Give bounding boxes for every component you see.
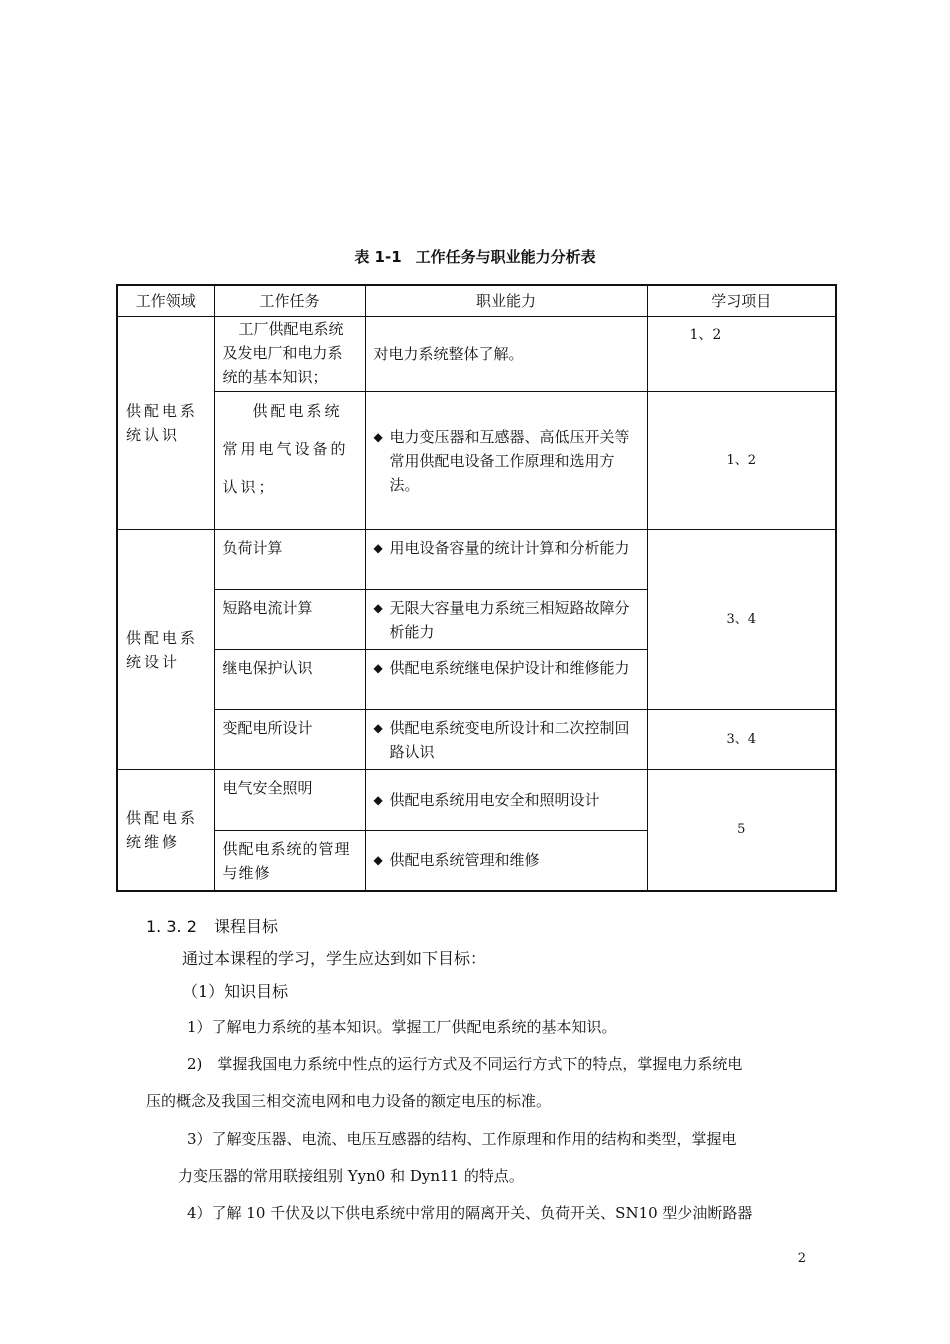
- bullet-icon: ◆: [373, 601, 383, 615]
- header-task: 工作任务: [214, 285, 365, 317]
- knowledge-item-3-line1: 3）了解变压器、电流、电压互感器的结构、工作原理和作用的结构和类型，掌握电: [187, 1130, 737, 1148]
- ability-cell: [365, 590, 647, 650]
- bullet-icon: ◆: [373, 429, 383, 444]
- project-cell: 5: [647, 770, 836, 891]
- task-cell: 工厂供配电系统及发电厂和电力系统的基本知识；: [214, 317, 365, 392]
- ability-cell: [365, 392, 647, 530]
- knowledge-item-2-line1: 2) 掌握我国电力系统中性点的运行方式及不同运行方式下的特点，掌握电力系统电: [187, 1055, 743, 1073]
- ability-text: 供配电系统用电安全和照明设计: [389, 791, 600, 809]
- ability-text: 电力变压器和互感器、高低压开关等常用供配电设备工作原理和选用方法。: [389, 427, 630, 494]
- task-cell: 继电保护认识: [214, 650, 365, 710]
- ability-text: 无限大容量电力系统三相短路故障分析能力: [389, 599, 630, 641]
- knowledge-heading: （1）知识目标: [182, 982, 289, 1001]
- bullet-icon: ◆: [373, 541, 383, 555]
- project-cell: 3、4: [647, 710, 836, 770]
- task-cell: 短路电流计算: [214, 590, 365, 650]
- bullet-icon: ◆: [373, 853, 383, 868]
- ability-text: 供配电系统继电保护设计和维修能力: [389, 659, 630, 677]
- header-project: 学习项目: [647, 285, 836, 317]
- table-row: [117, 770, 836, 831]
- header-ability: 职业能力: [365, 285, 647, 317]
- domain-cell: 供配电系统设计: [117, 530, 214, 770]
- project-cell: 1、2: [647, 317, 836, 392]
- table-header-row: [117, 285, 836, 317]
- ability-cell: [365, 530, 647, 590]
- bullet-icon: ◆: [373, 721, 383, 735]
- section-number: 1. 3. 2: [146, 917, 197, 936]
- ability-cell: [365, 710, 647, 770]
- knowledge-item-1: 1）了解电力系统的基本知识。掌握工厂供配电系统的基本知识。: [187, 1018, 617, 1036]
- ability-cell: [365, 770, 647, 831]
- project-cell: 3、4: [647, 530, 836, 710]
- table-row: [117, 392, 836, 530]
- bullet-icon: ◆: [373, 793, 383, 807]
- ability-text: 供配电系统管理和维修: [389, 851, 540, 870]
- ability-cell: [365, 650, 647, 710]
- caption-title: 工作任务与职业能力分析表: [415, 248, 596, 266]
- intro-paragraph: 通过本课程的学习，学生应达到如下目标：: [182, 949, 487, 968]
- task-cell: 电气安全照明: [214, 770, 365, 831]
- ability-text: 用电设备容量的统计计算和分析能力: [389, 539, 630, 557]
- table-caption: [0, 246, 950, 267]
- bullet-icon: ◆: [373, 661, 383, 675]
- caption-label: 表 1-1: [354, 248, 402, 266]
- ability-cell: 对电力系统整体了解。: [365, 317, 647, 392]
- ability-text: 供配电系统变电所设计和二次控制回路认识: [389, 719, 630, 761]
- knowledge-item-4-line1: 4）了解 10 千伏及以下供电系统中常用的隔离开关、负荷开关、SN10 型少油断路器: [187, 1204, 753, 1222]
- table-row: [117, 317, 836, 392]
- knowledge-item-2-line2: 压的概念及我国三相交流电网和电力设备的额定电压的标准。: [146, 1092, 552, 1110]
- section-heading: [146, 914, 278, 937]
- analysis-table: [116, 284, 837, 892]
- domain-cell: 供配电系统认识: [117, 317, 214, 530]
- task-cell: 负荷计算: [214, 530, 365, 590]
- task-cell: 变配电所设计: [214, 710, 365, 770]
- page-number: 2: [797, 1251, 806, 1266]
- domain-cell: 供配电系统维修: [117, 770, 214, 891]
- section-title: 课程目标: [214, 917, 279, 936]
- ability-cell: [365, 831, 647, 891]
- task-cell: 供配电系统的管理与维修: [214, 831, 365, 891]
- task-cell: 供配电系统常用电气设备的认识；: [214, 392, 365, 530]
- header-domain: 工作领域: [117, 285, 214, 317]
- table-row: [117, 530, 836, 590]
- project-cell: 1、2: [647, 392, 836, 530]
- knowledge-item-3-line2: 力变压器的常用联接组别 Yyn0 和 Dyn11 的特点。: [178, 1167, 524, 1185]
- table-row: [117, 710, 836, 770]
